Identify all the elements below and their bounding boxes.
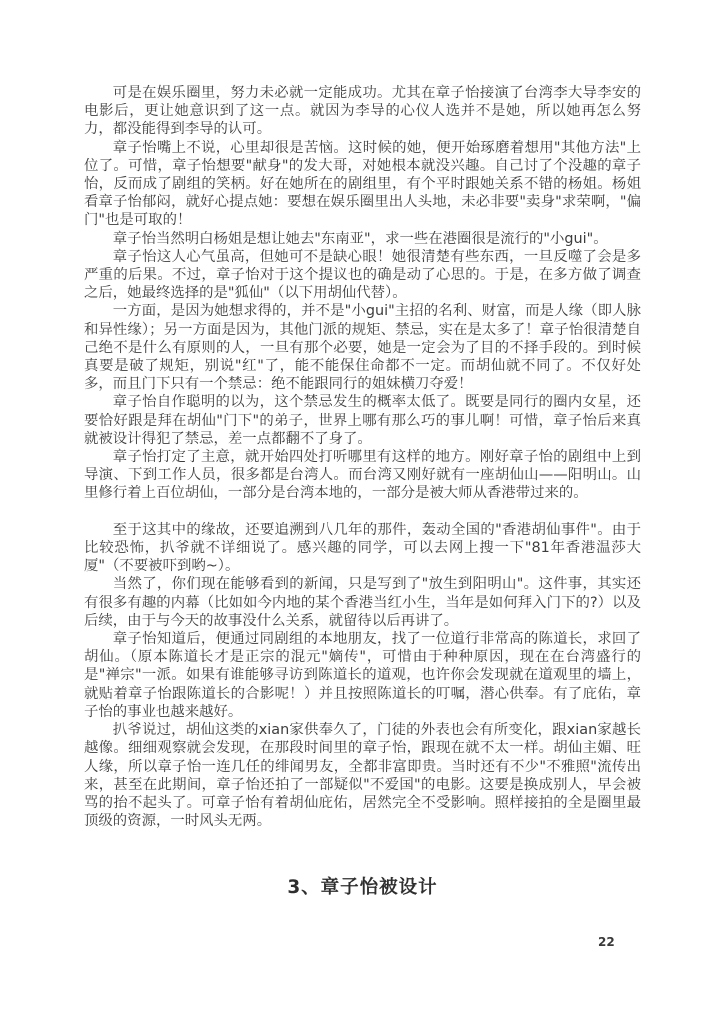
paragraph: 至于这其中的缘故，还要追溯到八几年的那件，轰动全国的"香港胡仙事件"。由于比较恐怖，扒爷就不详细说了。感兴趣的同学，可以去网上搜一下"81年香港温莎大厦"（不要被吓到哟~）。 xyxy=(84,521,641,575)
paragraph: 扒爷说过，胡仙这类的xian家供奉久了，门徒的外表也会有所变化，跟xian家越长越像。细细观察就会发现，在那段时间里的章子怡，跟现在就不太一样。胡仙主媚、旺人缘，所以章子怡一连几任的绯闻男友，全都非富即贵。当时还有不少"不雅照"流传出来，甚至在此期间，章子怡还拍了一部疑似"不爱国"的电影。这要是换成别人，早会被骂的抬不起头了。可章子怡有着胡仙庇佑，居然完全不受影响。照样接拍的全是圈里最顶级的资源，一时风头无两。 xyxy=(84,722,641,830)
paragraph: 可是在娱乐圈里，努力未必就一定能成功。尤其在章子怡接演了台湾李大导李安的电影后，更让她意识到了这一点。就因为李导的心仪人选并不是她，所以她再怎么努力，都没能得到李导的认可。 xyxy=(84,85,641,138)
paragraph: 一方面，是因为她想求得的，并不是"小gui"主招的名利、财富，而是人缘（即人脉和异性缘）；另一方面是因为，其他门派的规矩、禁忌，实在是太多了！章子怡很清楚自己绝不是什么有原则的人，一旦有那个必要，她是一定会为了目的不择手段的。到时候真要是破了规矩，别说"红"了，能不能保住命都不一定。而胡仙就不同了。不仅好处多，而且门下只有一个禁忌：绝不能跟同行的姐妹横刀夺爱！ xyxy=(84,303,641,393)
paragraph: 章子怡嘴上不说，心里却很是苦恼。这时候的她，便开始琢磨着想用"其他方法"上位了。可惜，章子怡想要"献身"的发大哥，对她根本就没兴趣。自己讨了个没趣的章子怡，反而成了剧组的笑柄。好在她所在的剧组里，有个平时跟她关系不错的杨姐。杨姐看章子怡郁闷，就好心提点她：要想在娱乐圈里出人头地，未必非要"卖身"求荣啊，"偏门"也是可取的！ xyxy=(84,139,641,229)
paragraph: 章子怡打定了主意，就开始四处打听哪里有这样的地方。刚好章子怡的剧组中上到导演、下到工作人员，很多都是台湾人。而台湾又刚好就有一座胡仙山——阳明山。山里修行着上百位胡仙，一部分是台湾本地的，一部分是被大师从香港带过来的。 xyxy=(84,449,641,502)
page-number: 22 xyxy=(598,935,615,949)
paragraph: 章子怡这人心气虽高，但她可不是缺心眼！她很清楚有些东西，一旦反噬了会是多严重的后果。不过，章子怡对于这个提议也的确是动了心思的。于是，在多方做了调查之后，她最终选择的是"狐仙"（以下用胡仙代替）。 xyxy=(84,248,641,302)
paragraph: 章子怡知道后，便通过同剧组的本地朋友，找了一位道行非常高的陈道长，求回了胡仙。（原本陈道长才是正宗的混元"嫡传"，可惜由于种种原因，现在在台湾盛行的是"禅宗"一派。如果有谁能够寻访到陈道长的道观，也许你会发现就在道观里的墙上，就贴着章子怡跟陈道长的合影呢！）并且按照陈道长的叮嘱，潜心供奉。有了庇佑，章子怡的事业也越来越好。 xyxy=(84,631,641,720)
paragraph: 章子怡自作聪明的以为，这个禁忌发生的概率太低了。既要是同行的圈内女星，还要恰好跟是拜在胡仙"门下"的弟子，世界上哪有那么巧的事儿啊！可惜，章子怡后来真就被设计得犯了禁忌，差一点都翻不了身了。 xyxy=(84,394,641,447)
article-body xyxy=(84,84,641,898)
section-heading: 3、章子怡被设计 xyxy=(287,877,438,899)
paragraph: 当然了，你们现在能够看到的新闻，只是写到了"放生到阳明山"。这件事，其实还有很多有趣的内幕（比如如今内地的某个香港当红小生，当年是如何拜入门下的?）以及后续，由于与今天的故事没什么关系，就留待以后再讲了。 xyxy=(84,576,641,629)
paragraph: 章子怡当然明白杨姐是想让她去"东南亚"，求一些在港圈很是流行的"小gui"。 xyxy=(112,230,608,247)
